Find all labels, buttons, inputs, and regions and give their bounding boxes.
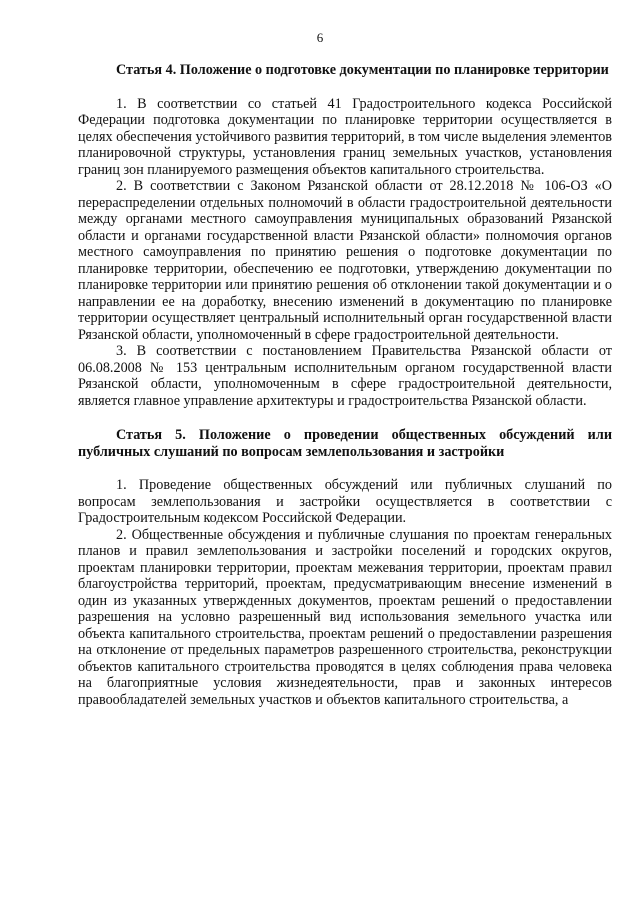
article-4 xyxy=(78,62,612,409)
article-5-paragraph-2: 2. Общественные обсуждения и публичные слушания по проектам генеральных планов и правил землепользования и застройки поселений и городских округов, проектам планировки территории, проектам межевания территории, проектам правил благоустройства территорий, проектам, предусматривающим внесение изменений в один из указанных утвержденных документов, проектам решений о предоставлении разрешения на условно разрешенный вид использования земельного участка или объекта капитального строительства, проектам решений о предоставлении разрешения на отклонение от предельных параметров разрешенного строительства, реконструкции объектов капитального строительства проводятся в целях соблюдения права человека на благоприятные условия жизнедеятельности, прав и законных интересов правообладателей земельных участков и объектов капитального строительства, а xyxy=(78,526,612,708)
article-4-paragraph-2: 2. В соответствии с Законом Рязанской области от 28.12.2018 № 106-ОЗ «О перераспределении отдельных полномочий в области градостроительной деятельности между органами местного самоуправления муниципальных образований Рязанской области и органами государственной власти Рязанской области» полномочия органов местного самоуправления по принятию решения о подготовке документации по планировке территории, обеспечению ее подготовки, утверждению документации по планировке территории или принятию решения об отклонении такой документации и о направлении ее на доработку, внесению изменений в документацию по планировке территории осуществляет центральный исполнительный орган государственной власти Рязанской области, уполномоченный в сфере градостроительной деятельности. xyxy=(78,178,612,343)
article-4-paragraph-1: 1. В соответствии со статьей 41 Градостроительного кодекса Российской Федерации подготовка документации по планировке территории осуществляется в целях обеспечения устойчивого развития территорий, в том числе выделения элементов планировочной структуры, установления границ земельных участков, установления границ зон планируемого размещения объектов капитального строительства. xyxy=(78,95,612,178)
page-number: 6 xyxy=(316,30,324,45)
document-body xyxy=(78,62,612,708)
article-4-title: Статья 4. Положение о подготовке документации по планировке территории xyxy=(116,62,609,78)
article-5-title: Статья 5. Положение о проведении общественных обсуждений или публичных слушаний по вопросам землепользования и застройки xyxy=(78,427,612,460)
article-5 xyxy=(78,427,612,708)
article-4-paragraph-3: 3. В соответствии с постановлением Правительства Рязанской области от 06.08.2008 № 153 центральным исполнительным органом государственной власти Рязанской области, уполномоченным в сфере градостроительной деятельности, является главное управление архитектуры и градостроительства Рязанской области. xyxy=(78,343,612,409)
article-5-paragraph-1: 1. Проведение общественных обсуждений или публичных слушаний по вопросам землепользования и застройки осуществляется в соответствии с Градостроительным кодексом Российской Федерации. xyxy=(78,477,612,526)
